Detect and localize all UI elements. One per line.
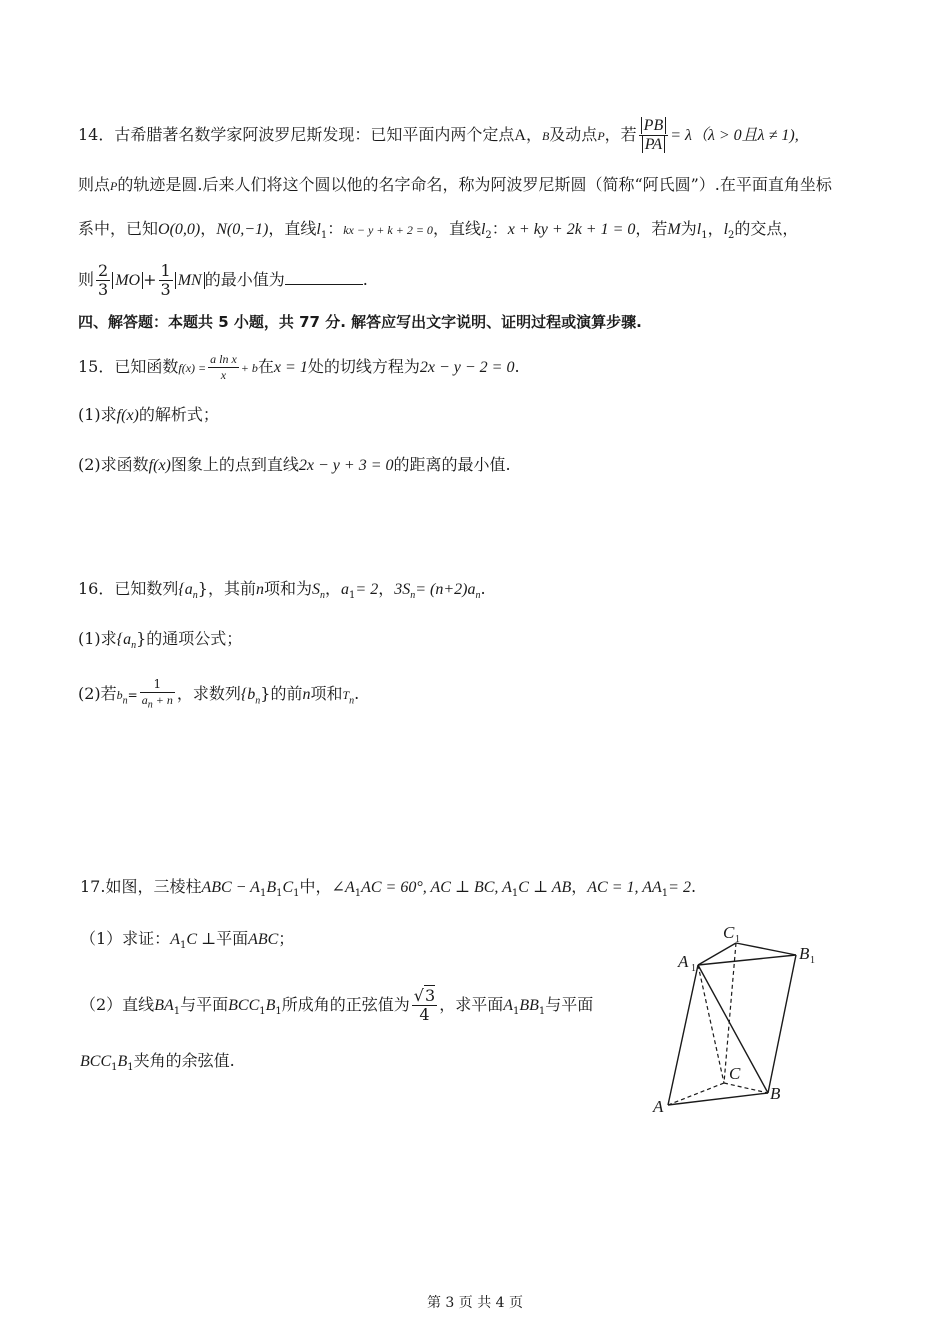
angle-condition: ∠A bbox=[331, 879, 355, 896]
point-p: P bbox=[110, 179, 118, 193]
subscript: 1 bbox=[276, 888, 283, 900]
subscript: 1 bbox=[259, 1006, 266, 1018]
fraction-numerator: PB bbox=[641, 117, 667, 134]
subscript: 1 bbox=[511, 888, 519, 900]
term-b: b bbox=[116, 688, 123, 703]
equals: = bbox=[127, 688, 138, 703]
segment-a1c: A bbox=[170, 931, 180, 948]
label-a: A bbox=[653, 1097, 664, 1116]
label-b1-sub: 1 bbox=[810, 955, 815, 966]
text: (2)若 bbox=[78, 684, 117, 704]
q15-part2 bbox=[78, 454, 511, 477]
fraction-numerator: 3 bbox=[425, 986, 436, 1005]
label-c1-sub: 1 bbox=[735, 934, 740, 945]
plus-b: + b bbox=[240, 361, 258, 375]
subscript: n bbox=[131, 640, 137, 652]
sequence-a: {a bbox=[116, 631, 132, 648]
text: ，若 bbox=[635, 219, 668, 238]
abs-mn: MN bbox=[175, 272, 205, 289]
text: ，求数列 bbox=[176, 684, 241, 704]
function-f: f(x) = bbox=[178, 361, 207, 375]
line-equation: 2x − y + 3 = 0 bbox=[298, 457, 394, 474]
plane-a1bb1: BB bbox=[519, 997, 539, 1014]
fraction-denominator: 4 bbox=[419, 1005, 430, 1024]
text: 与平面 bbox=[545, 995, 594, 1014]
text: 则 bbox=[78, 270, 95, 289]
text: ，其前 bbox=[207, 579, 256, 598]
q15-stem bbox=[78, 352, 520, 383]
answer-blank[interactable] bbox=[285, 268, 363, 285]
point-n: N(0,−1) bbox=[216, 221, 269, 238]
sequence-a: {a bbox=[178, 581, 193, 598]
text: ， bbox=[325, 579, 342, 598]
subscript: 1 bbox=[354, 888, 362, 900]
text: 14．古希腊著名数学家阿波罗尼斯发现：已知平面内两个定点 bbox=[78, 125, 515, 144]
l2-equation: x + ky + 2k + 1 = 0 bbox=[507, 221, 636, 238]
fraction-denominator: 3 bbox=[160, 280, 171, 299]
line-l1: l bbox=[696, 221, 702, 238]
text: ， bbox=[707, 219, 724, 238]
text: ， bbox=[200, 219, 217, 238]
text: 的距离的最小值. bbox=[393, 455, 511, 474]
text: ，直线 bbox=[268, 219, 317, 238]
point-m: M bbox=[667, 221, 681, 238]
subscript: 1 bbox=[173, 1006, 181, 1018]
variable-n: n bbox=[302, 686, 311, 704]
subscript: n bbox=[475, 590, 481, 602]
function-f: f(x) bbox=[116, 407, 139, 424]
subscript: 1 bbox=[538, 1006, 546, 1018]
text: ，直线 bbox=[432, 219, 481, 238]
subscript: 1 bbox=[349, 590, 356, 602]
prism-name: ABC − A bbox=[201, 879, 260, 896]
page-footer: 第 3 页 共 4 页 bbox=[426, 1295, 524, 1311]
point-p: P bbox=[597, 129, 605, 143]
text: ； bbox=[278, 929, 295, 948]
text: 的交点， bbox=[734, 219, 799, 238]
line-l1: l bbox=[316, 221, 321, 238]
text: 的解析式； bbox=[138, 405, 219, 424]
text: 系中，已知 bbox=[78, 219, 159, 238]
subscript: n bbox=[349, 695, 355, 707]
plus-sign: + bbox=[143, 270, 157, 289]
text: . bbox=[354, 684, 360, 704]
text: 平面 bbox=[216, 929, 249, 948]
function-fraction bbox=[208, 352, 239, 383]
edge-c1b1 bbox=[736, 943, 796, 955]
text: 及动点 bbox=[549, 125, 598, 144]
subscript: 1 bbox=[512, 1006, 520, 1018]
text: ，求平面 bbox=[439, 995, 504, 1014]
length-values: = 2 bbox=[668, 879, 691, 896]
text: ： bbox=[491, 219, 508, 238]
segment-a1c: C ⊥ bbox=[186, 931, 217, 948]
edge-a1c-hidden bbox=[698, 965, 724, 1083]
subscript: 1 bbox=[127, 1062, 134, 1074]
q17-part2-cont bbox=[80, 1050, 235, 1079]
text: . bbox=[690, 877, 697, 896]
point-a: A bbox=[514, 127, 526, 144]
subscript: n bbox=[320, 590, 325, 602]
text: . bbox=[362, 270, 368, 289]
plane-bcc1b1: B bbox=[117, 1053, 128, 1070]
label-c1: C bbox=[723, 923, 735, 942]
subscript: 2 bbox=[728, 230, 735, 242]
point-b: B bbox=[541, 129, 550, 143]
text: 的轨迹是圆.后来人们将这个圆以他的名字命名，称为阿波罗尼斯圆（简称“阿氏圆”）.在平面直角坐标 bbox=[117, 175, 832, 194]
angle-condition: AC = 60°, AC ⊥ BC, A bbox=[361, 879, 512, 896]
q16-stem bbox=[78, 578, 486, 607]
line-l2: l bbox=[480, 221, 486, 238]
text: (1)求 bbox=[78, 405, 117, 424]
plane-abc: ABC bbox=[248, 931, 279, 948]
fraction-two-thirds bbox=[96, 262, 110, 299]
sine-fraction: $\frac{√3}{4}$ bbox=[413, 986, 436, 1024]
prism-name: B bbox=[266, 879, 277, 896]
text: 项和 bbox=[310, 684, 343, 704]
q16-part1 bbox=[78, 628, 242, 657]
relation-right: = (n+2)a bbox=[415, 581, 476, 598]
text: 处的切线方程为 bbox=[307, 357, 420, 376]
text: . bbox=[514, 357, 520, 376]
fraction-denominator: x bbox=[220, 368, 227, 382]
text: 15．已知函数 bbox=[78, 357, 179, 376]
label-b1: B bbox=[799, 944, 810, 963]
text: 的最小值为 bbox=[204, 270, 285, 289]
text: 的通项公式； bbox=[146, 629, 243, 648]
text: ， bbox=[525, 125, 542, 144]
a1-value: = 2 bbox=[355, 581, 379, 598]
fraction-denominator: 3 bbox=[98, 280, 109, 299]
l1-equation: kx − y + k + 2 = 0 bbox=[343, 223, 433, 237]
edge-cc1-hidden bbox=[724, 943, 736, 1083]
text: } bbox=[197, 579, 208, 598]
subscript: n bbox=[147, 699, 153, 711]
plane-bcc1b1: B bbox=[265, 997, 276, 1014]
fraction-denominator: a bbox=[141, 693, 148, 707]
subscript: 1 bbox=[111, 1062, 118, 1074]
fraction-denominator: PA bbox=[642, 136, 665, 153]
text: 在 bbox=[257, 357, 274, 376]
subscript: 1 bbox=[179, 940, 187, 952]
text: . bbox=[480, 579, 486, 598]
term-a1: a bbox=[341, 581, 350, 598]
subscript: 1 bbox=[275, 1006, 282, 1018]
q14-line3 bbox=[78, 218, 798, 247]
prism-name: C bbox=[282, 879, 294, 896]
q14-line1 bbox=[78, 117, 799, 154]
angle-condition: C ⊥ AB bbox=[518, 879, 572, 896]
subscript: 2 bbox=[485, 230, 492, 242]
subscript: 1 bbox=[320, 230, 328, 242]
text: + n bbox=[152, 693, 173, 707]
label-a1-sub: 1 bbox=[691, 963, 696, 974]
fraction-numerator: 1 bbox=[140, 677, 175, 693]
tangent-equation: 2x − y − 2 = 0 bbox=[419, 359, 515, 376]
subscript: 1 bbox=[293, 888, 300, 900]
text: ： bbox=[327, 219, 344, 238]
text: （2）直线 bbox=[80, 995, 155, 1014]
plane-bcc1b1: BCC bbox=[80, 1053, 112, 1070]
label-a1: A bbox=[678, 952, 689, 971]
subscript: n bbox=[192, 590, 198, 602]
edge-aa1 bbox=[668, 965, 698, 1105]
text: 则点 bbox=[78, 175, 111, 194]
text: 图象上的点到直线 bbox=[170, 455, 299, 474]
q17-part1 bbox=[80, 928, 294, 957]
fraction-one-third bbox=[159, 262, 173, 299]
text: 夹角的余弦值. bbox=[133, 1051, 235, 1070]
prism-figure bbox=[640, 915, 820, 1120]
text: 17.如图，三棱柱 bbox=[80, 877, 202, 896]
line-l2: l bbox=[723, 221, 729, 238]
subscript: 1 bbox=[661, 888, 669, 900]
edge-cb-hidden bbox=[724, 1083, 768, 1093]
line-ba1: BA bbox=[154, 997, 174, 1014]
fraction-numerator: a ln x bbox=[210, 352, 237, 366]
text: } bbox=[136, 629, 147, 648]
bn-fraction bbox=[140, 677, 175, 712]
length-values: AC = 1, AA bbox=[587, 879, 662, 896]
text: 所成角的正弦值为 bbox=[281, 995, 410, 1014]
q14-line4 bbox=[78, 262, 368, 299]
label-c: C bbox=[729, 1064, 741, 1083]
text: 16．已知数列 bbox=[78, 579, 179, 598]
x-equals-1: x = 1 bbox=[273, 359, 308, 376]
sequence-b: {b bbox=[240, 686, 256, 704]
relation-left: 3S bbox=[394, 581, 411, 598]
label-b: B bbox=[770, 1084, 781, 1103]
text: 中， bbox=[299, 877, 332, 896]
subscript: n bbox=[122, 695, 128, 707]
function-f: f(x) bbox=[148, 457, 171, 474]
text: 与平面 bbox=[180, 995, 229, 1014]
fraction-numerator: 2 bbox=[98, 261, 109, 280]
q16-part2 bbox=[78, 677, 359, 712]
sum-s: S bbox=[312, 581, 320, 598]
text: (2)求函数 bbox=[78, 455, 149, 474]
point-o: O(0,0) bbox=[158, 221, 201, 238]
text: (1)求 bbox=[78, 629, 117, 648]
text: ， bbox=[378, 579, 395, 598]
q17-stem bbox=[80, 876, 696, 905]
subscript: n bbox=[410, 590, 416, 602]
section-heading: 四、解答题：本题共 5 小题，共 77 分. 解答应写出文字说明、证明过程或演算步骤. bbox=[78, 313, 642, 331]
text: 的前 bbox=[270, 684, 303, 704]
edge-bb1 bbox=[768, 955, 796, 1093]
ratio-fraction bbox=[639, 117, 669, 154]
text: } bbox=[260, 684, 271, 704]
text: ，若 bbox=[604, 125, 637, 144]
q14-line2 bbox=[78, 174, 832, 197]
fraction-numerator: 1 bbox=[160, 261, 171, 280]
text: （1）求证： bbox=[80, 929, 171, 948]
abs-mo: MO bbox=[112, 272, 143, 289]
subscript: 1 bbox=[701, 230, 708, 242]
plane-a1bb1: A bbox=[503, 997, 513, 1014]
text: ， bbox=[571, 877, 588, 896]
sum-t: T bbox=[342, 688, 350, 703]
variable-n: n bbox=[255, 581, 264, 598]
q15-part1 bbox=[78, 404, 219, 427]
subscript: n bbox=[255, 695, 261, 707]
text: 项和为 bbox=[263, 579, 312, 598]
lambda-condition: = λ（λ > 0且λ ≠ 1), bbox=[670, 127, 799, 144]
subscript: 1 bbox=[259, 888, 267, 900]
plane-bcc1b1: BCC bbox=[228, 997, 260, 1014]
text: 为 bbox=[680, 219, 697, 238]
q17-part2 bbox=[80, 987, 593, 1024]
